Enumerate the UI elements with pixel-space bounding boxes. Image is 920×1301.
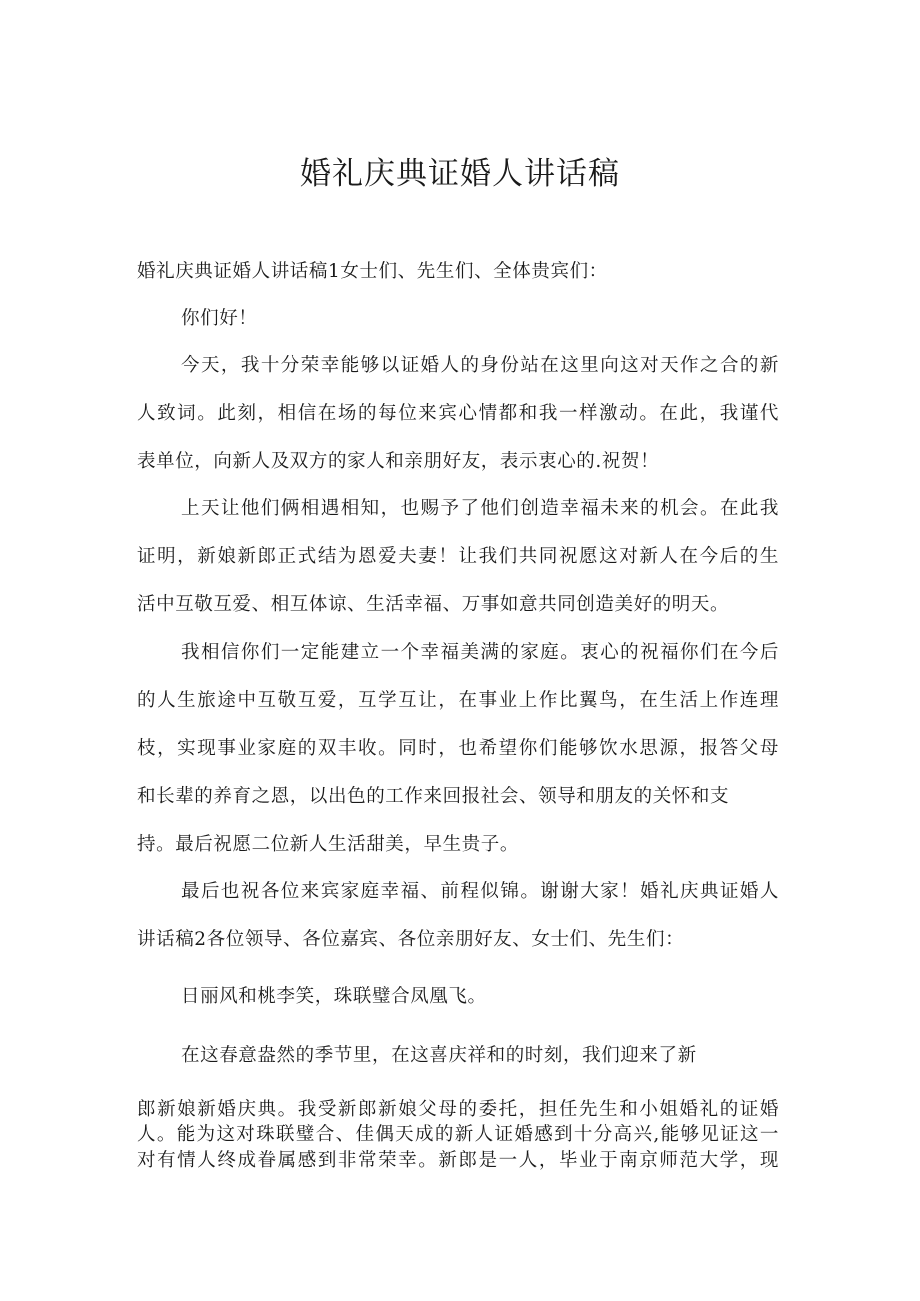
text-line: 的人生旅途中互敬互爱，互学互让，在事业上作比翼鸟，在生活上作连理 — [137, 690, 779, 711]
text-line: 对有情人终成眷属感到非常荣幸。新郎是一人，毕业于南京师范大学，现 — [137, 1150, 779, 1171]
text-line: 日丽风和桃李笑，珠联璧合凤凰飞。 — [181, 986, 487, 1007]
document-title: 婚礼庆典证婚人讲话稿 — [300, 156, 620, 192]
text-line: 今天，我十分荣幸能够以证婚人的身份站在这里向这对天作之合的新 — [181, 355, 779, 376]
text-line: 我相信你们一定能建立一个幸福美满的家庭。衷心的祝福你们在今后 — [181, 642, 779, 663]
text-line: 证明，新娘新郎正式结为恩爱夫妻！让我们共同祝愿这对新人在今后的生 — [137, 546, 779, 567]
text-line: 枝，实现事业家庭的双丰收。同时，也希望你们能够饮水思源，报答父母 — [137, 738, 779, 759]
text-line: 讲话稿2各位领导、各位嘉宾、各位亲朋好友、女士们、先生们： — [137, 929, 685, 950]
text-line: 郎新娘新婚庆典。我受新郎新娘父母的委托，担任先生和小姐婚礼的证婚 — [137, 1099, 779, 1120]
text-line: 和长辈的养育之恩，以出色的工作来回报社会、领导和朋友的关怀和支 — [137, 786, 730, 807]
text-line: 活中互敬互爱、相互体谅、生活幸福、万事如意共同创造美好的明天。 — [137, 594, 730, 615]
text-line: 婚礼庆典证婚人讲话稿1女士们、先生们、全体贵宾们： — [137, 261, 608, 282]
text-line: 你们好！ — [181, 308, 258, 329]
text-line: 最后也祝各位来宾家庭幸福、前程似锦。谢谢大家！婚礼庆典证婚人 — [181, 881, 779, 902]
text-line: 上天让他们俩相遇相知，也赐予了他们创造幸福未来的机会。在此我 — [181, 498, 779, 519]
text-line: 人。能为这对珠联璧合、佳偶天成的新人证婚感到十分高兴,能够见证这一 — [137, 1124, 779, 1145]
text-line: 表单位，向新人及双方的家人和亲朋好友，表示衷心的.祝贺！ — [137, 451, 660, 472]
text-line: 人致词。此刻，相信在场的每位来宾心情都和我一样激动。在此，我谨代 — [137, 403, 779, 424]
text-line: 在这春意盎然的季节里，在这喜庆祥和的时刻，我们迎来了新 — [181, 1045, 697, 1066]
text-line: 持。最后祝愿二位新人生活甜美，早生贵子。 — [137, 834, 520, 855]
